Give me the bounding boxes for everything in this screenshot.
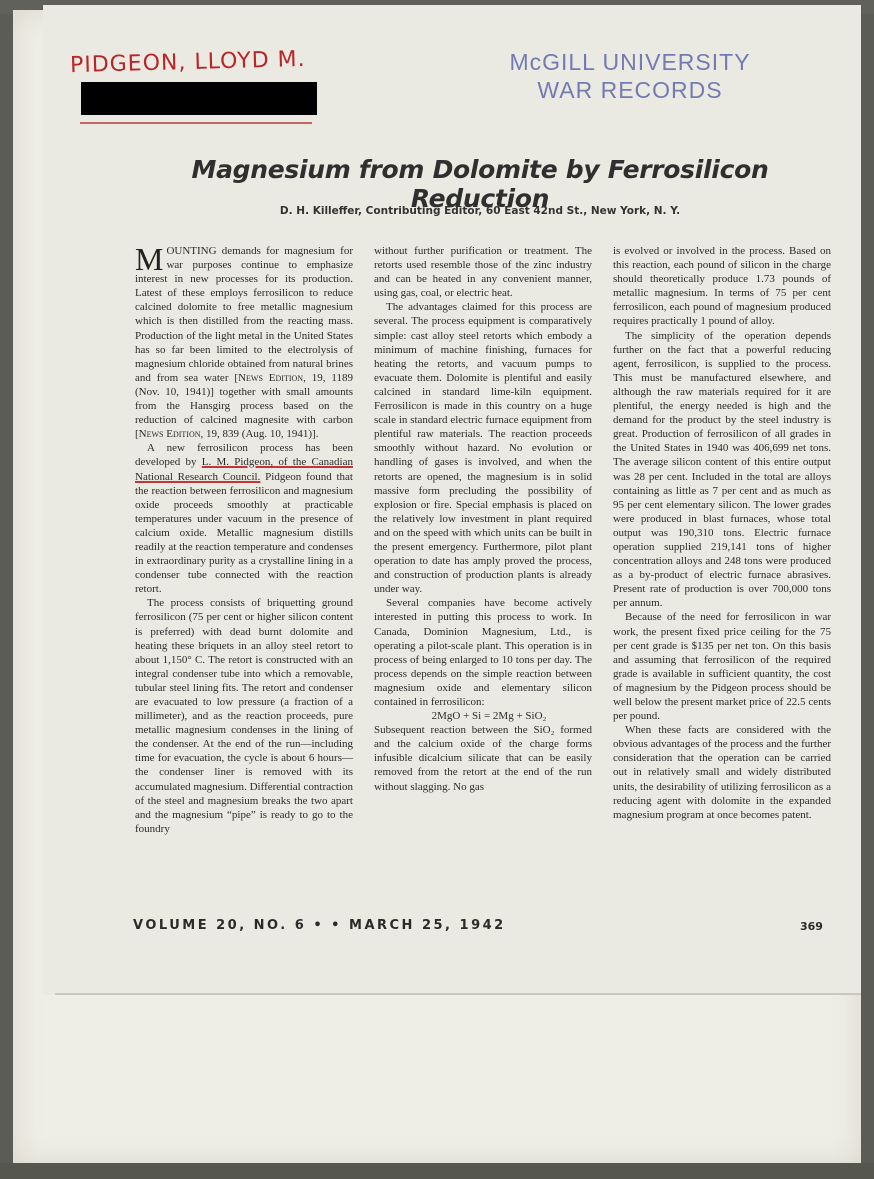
paragraph: The process consists of briquetting ground ferrosilicon (75 per cent or higher silicon content is preferred) with dead burnt dolomite and heating these briquets in an alloy steel retort to about 1,150° C. The retort is constructed with an integral condenser tube into which a removable, tubular steel lining fits. The retort and condenser are evacuated to low pressure (a fraction of a millimeter), and as the reaction proceeds, pure metallic magnesium condenses in the lining of the condenser. At the end of the run—including time for evacuation, the cycle is about 6 hours—the condenser liner is removed with its accumulated magnesium. Differential contraction of the steel and magnesium breaks the two apart and the magnesium “pipe” is ready to go to the foundry [135, 597, 353, 835]
paragraph: Because of the need for ferrosilicon in war work, the present fixed price ceiling for the 75 per cent grade is $135 per net ton. On this basis and assuming that ferrosilicon of the required grade is available in sufficient quantity, the cost of magnesium by the Pidgeon process should be well below the present market price of 22.5 cents per pound. [613, 611, 831, 723]
redaction-bar [81, 82, 317, 115]
citation: News Edition [238, 371, 304, 384]
clipping-edge [55, 993, 861, 995]
column-1 [135, 241, 353, 836]
red-underline [80, 122, 312, 124]
stamp-line-1: McGILL UNIVERSITY [509, 49, 751, 75]
paragraph: When these facts are considered with the obvious advantages of the process and the further consideration that the operation can be carried out in relatively small and widely distributed units, the desirability of utilizing ferrosilicon as a reducing agent with dolomite in the expanded magnesium program at once becomes patent. [613, 724, 831, 821]
archive-stamp [490, 48, 770, 104]
underlined-name: L. M. Pidgeon, of the Canadian National Research Council. [135, 456, 353, 483]
drop-cap: M [135, 241, 164, 277]
citation: News Edition [138, 428, 201, 441]
column-3 [613, 244, 831, 822]
handwritten-name: PIDGEON, LLOYD M. [69, 46, 306, 79]
paragraph: A new ferrosilicon process has been developed by L. M. Pidgeon, of the Canadian National Research Council. Pidgeon found that the reaction between ferrosilicon and magnesium oxide proceeds smoothly at practicable temperatures under vacuum in the presence of calcium oxide. Metallic magnesium distills readily at the reaction temperature and condenses in extraordinary purity as a crystalline lining in a condenser tube connected with the reaction retort. [135, 442, 353, 596]
article-byline: D. H. Killeffer, Contributing Editor, 60 East 42nd St., New York, N. Y. [279, 205, 681, 217]
stamp-line-2: WAR RECORDS [537, 77, 723, 103]
page-number: 369 [800, 920, 823, 933]
column-2 [374, 244, 592, 794]
paragraph: The simplicity of the operation depends further on the fact that a powerful reducing agent, ferrosilicon, is supplied to the process. This must be manufactured elsewhere, and although the raw materials required for it are plentiful, the energy needed is high and the demand for the product by the steel industry is great. Production of ferrosilicon of all grades in the United States in 1940 was 406,699 net tons. The average silicon content of this entire output was 28 per cent. Included in the total are alloys containing as little as 7 per cent and as much as 95 per cent elementary silicon. The lower grades were produced in blast furnaces, whose total output was 190,310 tons. Electric furnace operation supplied 219,141 tons of higher concentration alloys and 248 tons were produced as a by-product of electric furnace abrasives. Present rate of production is over 700,000 tons per annum. [613, 329, 831, 610]
paragraph: MOUNTING demands for magnesium for war purposes continue to emphasize interest in new processes for its production. Latest of these employs ferrosilicon to reduce calcined dolomite to free metallic magnesium which is then distilled from the reacting mass. Production of the light metal in the United States has so far been limited to the electrolysis of magnesium chloride obtained from natural brines and from sea water [News Edition, 19, 1189 (Nov. 10, 1941)] together with small amounts from the Hansgirg process based on the reduction of calcined magnesite with carbon [News Edition, 19, 839 (Aug. 10, 1941)]. [135, 241, 353, 441]
lead-word: OUNTING [166, 245, 217, 257]
volume-line: VOLUME 20, NO. 6 • • MARCH 25, 1942 [133, 918, 506, 933]
article-title: Magnesium from Dolomite by Ferrosilicon Reduction [191, 155, 769, 213]
scan-frame-bottom [0, 1163, 874, 1179]
chemical-equation: 2MgO + Si = 2Mg + SiO₂ [431, 710, 547, 723]
paragraph: Subsequent reaction between the SiO₂ formed and the calcium oxide of the charge forms infusible dicalcium silicate that can be easily removed from the retort at the end of the run without slagging. No gas [374, 724, 592, 793]
paragraph: The advantages claimed for this process are several. The process equipment is comparatively simple: cast alloy steel retorts which embody a minimum of machine finishing, furnaces for heating the retorts, and vacuum pumps to evacuate them. Dolomite is plentiful and easily calcined in standard lime-kiln equipment. Ferrosilicon is made in this country on a huge scale in standard electric furnace equipment from plentiful raw materials. The reaction proceeds smoothly without hazard. No evolution or handling of gases is involved, and when the retorts are opened, the magnesium is in solid massive form precluding the possibility of explosion or fire. Special emphasis is placed on the relatively low investment in plant required and on the speed with which units can be built in the present emergency. Furthermore, pilot plant operation to date has amply proved the process, and construction of production plants is already under way. [374, 301, 592, 596]
paragraph: Several companies have become actively interested in putting this process to work. In Canada, Dominion Magnesium, Ltd., is operating a pilot-scale plant. This operation is in process of being enlarged to 10 tons per day. The process depends on the simple reaction between magnesium oxide and elementary silicon contained in ferrosilicon: [374, 597, 592, 708]
paragraph: is evolved or involved in the process. Based on this reaction, each pound of silicon in the charge should theoretically produce 1.73 pounds of metallic magnesium. In terms of 75 per cent ferrosilicon, each pound of magnesium produced requires practically 1 pound of alloy. [613, 245, 831, 328]
paragraph: without further purification or treatment. The retorts used resemble those of the zinc industry and can be heated in any convenient manner, using gas, coal, or electric heat. [374, 245, 592, 300]
